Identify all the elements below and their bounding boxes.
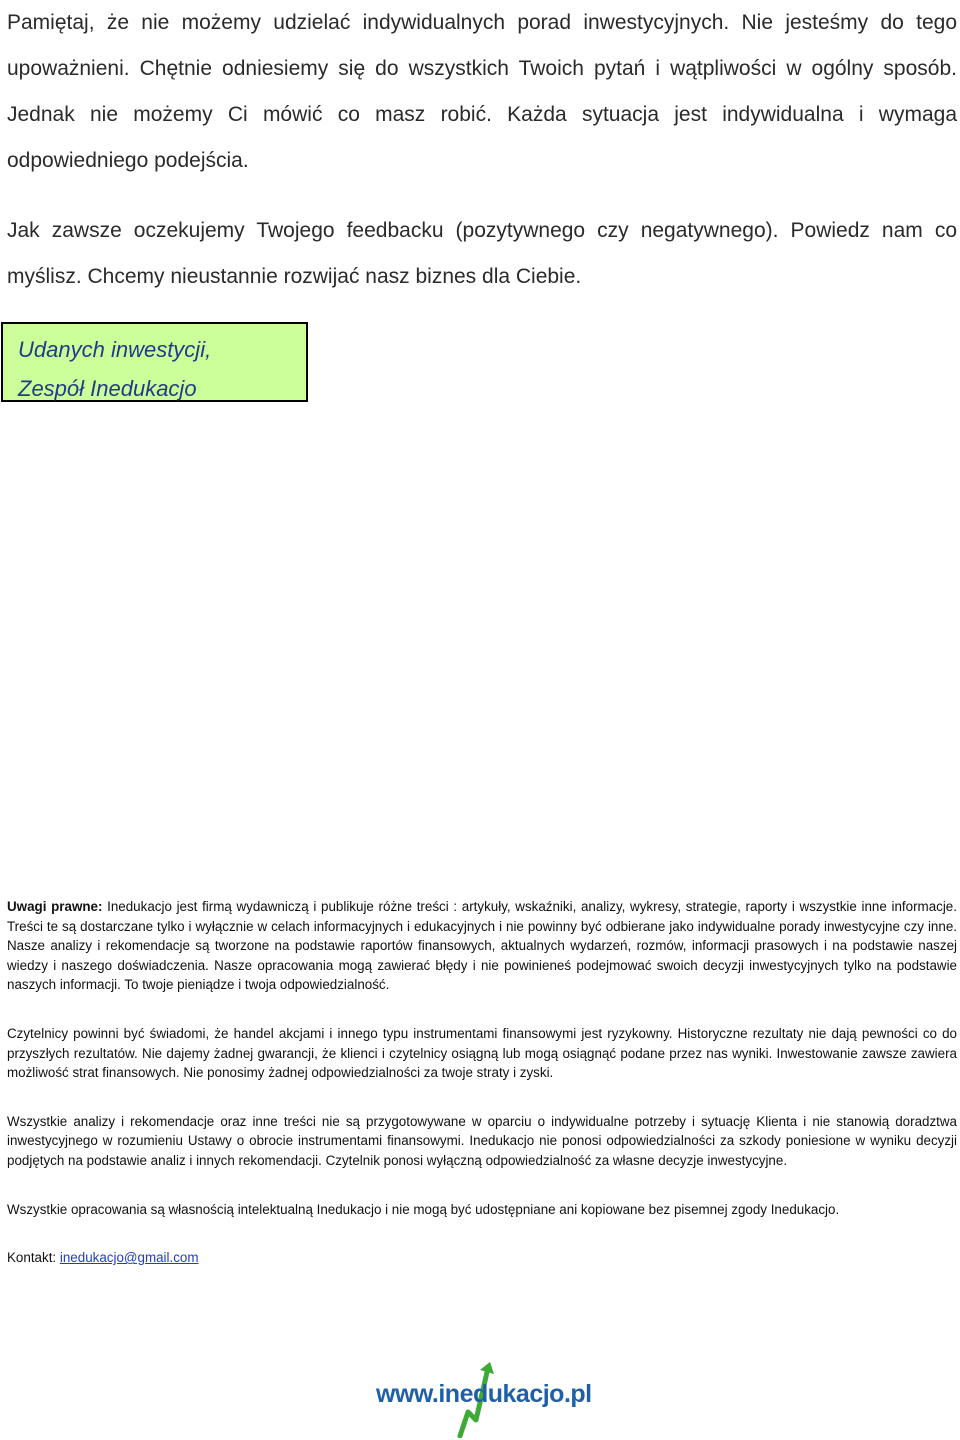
signoff-team: Zespół Inedukacjo: [18, 376, 197, 401]
legal-text: Inedukacjo jest firmą wydawniczą i publikuje różne treści : artykuły, wskaźniki, analizy, wykresy, strategie, raporty i wszystkie inne informacje. Treści te są dostarczane tylko i wyłącznie w celach informacyjnych i edukacyjnych i nie powinny być odbierane jako indywidualne porady inwestycyjne czy inne. Nasze analizy i rekomendacje są tworzone na podstawie raportów finansowych, aktualnych wydarzeń, rozmów, informacji prasowych i na podstawie naszej wiedzy i naszego doświadczenia. Nasze opracowania mogą zawierać błędy i nie powinieneś podejmować swoich decyzji inwestycyjnych tylko na podstawie naszych informacji. To twoje pieniądze i twoja odpowiedzialność.: [7, 899, 957, 993]
intro-paragraph: Pamiętaj, że nie możemy udzielać indywidualnych porad inwestycyjnych. Nie jesteśmy do tego upoważnieni. Chętnie odniesiemy się do wszystkich Twoich pytań i wątpliwości w ogólny sposób. Jednak nie możemy Ci mówić co masz robić. Każda sytuacja jest indywidualna i wymaga odpowiedniego podejścia.: [7, 11, 957, 172]
signoff-greeting: Udanych inwestycji,: [18, 337, 212, 362]
legal-paragraph: Wszystkie opracowania są własnością intelektualną Inedukacjo i nie mogą być udostępniane ani kopiowane bez pisemnej zgody Inedukacjo.: [7, 1201, 840, 1217]
brand-logo[interactable]: [372, 1360, 592, 1438]
legal-paragraph: [7, 897, 957, 995]
contact-email-link[interactable]: inedukacjo@gmail.com: [59, 1250, 199, 1266]
signoff-box: [1, 322, 308, 402]
intro-paragraph: Jak zawsze oczekujemy Twojego feedbacku (pozytywnego czy negatywnego). Powiedz nam co myślisz. Chcemy nieustannie rozwijać nasz biznes dla Ciebie.: [7, 219, 957, 288]
legal-paragraph: Czytelnicy powinni być świadomi, że handel akcjami i innego typu instrumentami finansowymi jest ryzykowny. Historyczne rezultaty nie dają pewności co do przyszłych rezultatów. Nie dajemy żadnej gwarancji, że klienci i czytelnicy osiągną lub mogą osiągnąć podane przez nas wyniki. Inwestowanie zawsze zawiera możliwość strat finansowych. Nie ponosimy żadnej odpowiedzialności za twoje straty i zyski.: [7, 1025, 957, 1081]
legal-notice: [7, 897, 957, 1268]
logo-text: www.inedukacjo.pl: [376, 1380, 592, 1408]
legal-paragraph: Wszystkie analizy i rekomendacje oraz inne treści nie są przygotowywane w oparciu o indywidualne potrzeby i sytuację Klienta i nie stanowią doradztwa inwestycyjnego w rozumieniu Ustawy o obrocie instrumentami finansowymi. Inedukacjo nie ponosi odpowiedzialności za szkody poniesione w wyniku decyzji podjętych na podstawie analiz i innych rekomendacji. Czytelnik ponosi wyłączną odpowiedzialność za własne decyzje inwestycyjne.: [7, 1113, 957, 1168]
contact-line: [7, 1248, 957, 1268]
intro-section: [7, 0, 957, 300]
contact-label: Kontakt:: [7, 1250, 57, 1266]
legal-label: Uwagi prawne:: [7, 899, 103, 914]
